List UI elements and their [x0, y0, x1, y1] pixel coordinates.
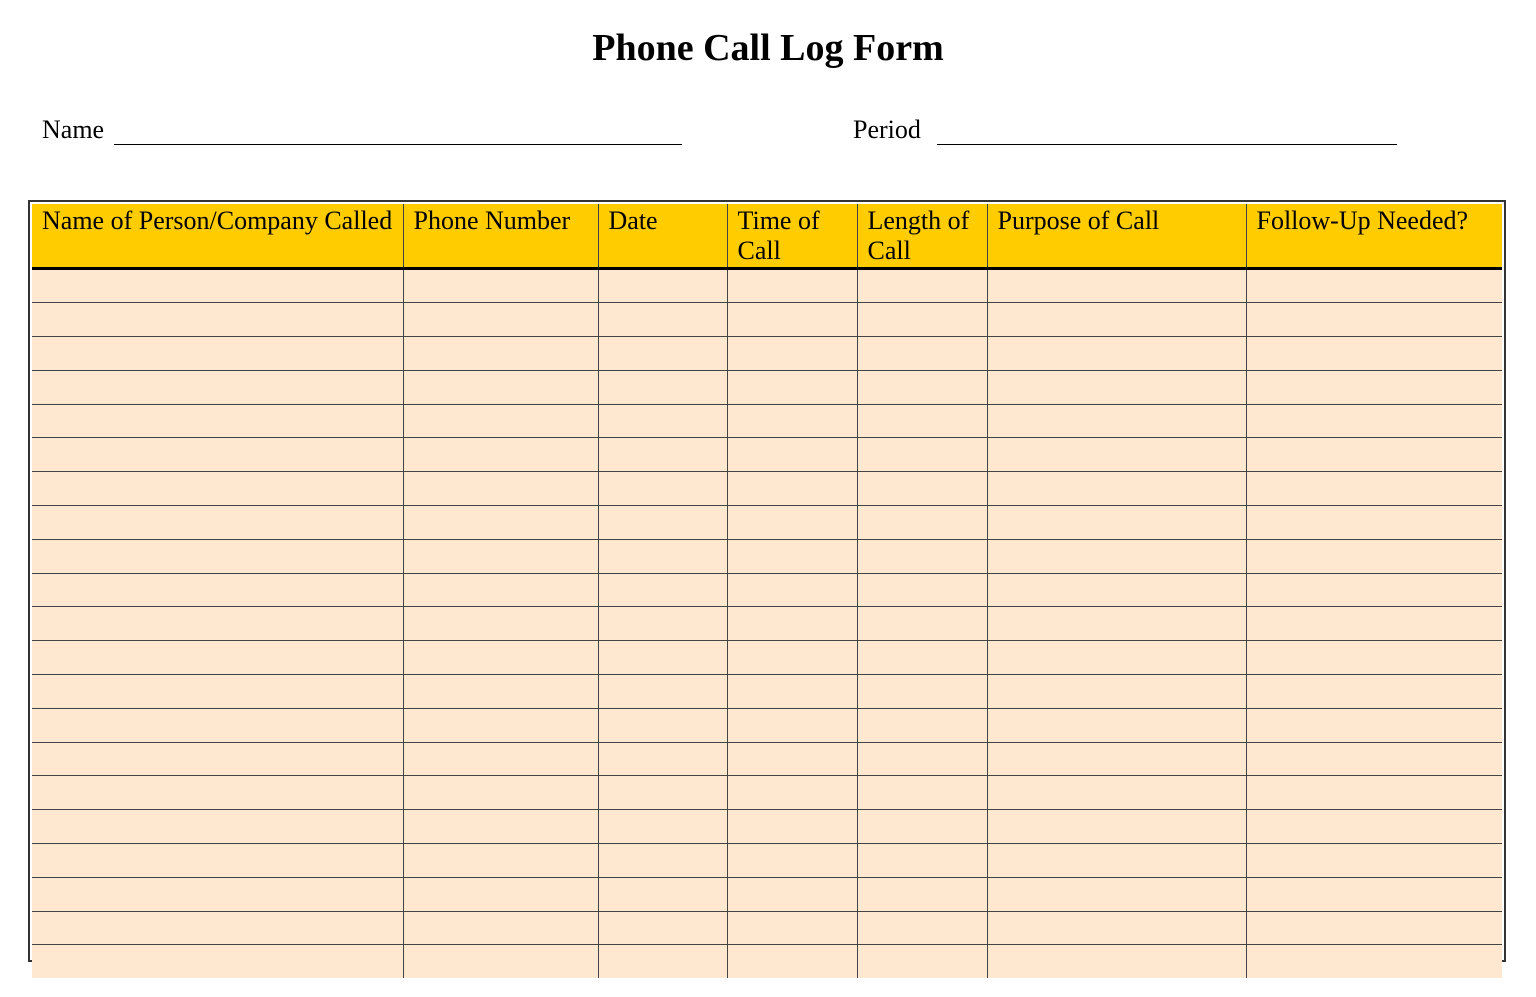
table-cell[interactable] — [727, 438, 857, 472]
table-cell[interactable] — [32, 742, 403, 776]
header-date: Date — [598, 204, 727, 268]
table-cell[interactable] — [1246, 742, 1502, 776]
table-cell[interactable] — [403, 506, 598, 540]
table-cell[interactable] — [857, 438, 987, 472]
table-cell[interactable] — [727, 844, 857, 878]
name-field-line[interactable] — [114, 144, 682, 145]
call-log-body — [32, 268, 1502, 978]
table-cell[interactable] — [727, 370, 857, 404]
table-cell[interactable] — [1246, 573, 1502, 607]
table-cell[interactable] — [727, 776, 857, 810]
table-row — [32, 438, 1502, 472]
table-row — [32, 675, 1502, 709]
table-cell[interactable] — [987, 337, 1246, 371]
table-cell[interactable] — [1246, 539, 1502, 573]
table-cell[interactable] — [857, 337, 987, 371]
table-cell[interactable] — [598, 877, 727, 911]
table-cell[interactable] — [727, 268, 857, 303]
table-row — [32, 607, 1502, 641]
table-row — [32, 844, 1502, 878]
header-time-of-call: Time of Call — [727, 204, 857, 268]
table-cell[interactable] — [727, 303, 857, 337]
table-row — [32, 742, 1502, 776]
table-cell[interactable] — [598, 844, 727, 878]
table-cell[interactable] — [32, 573, 403, 607]
table-cell[interactable] — [403, 675, 598, 709]
table-row — [32, 945, 1502, 978]
table-cell[interactable] — [403, 877, 598, 911]
table-cell[interactable] — [403, 370, 598, 404]
table-cell[interactable] — [727, 539, 857, 573]
table-cell[interactable] — [1246, 945, 1502, 978]
table-cell[interactable] — [857, 844, 987, 878]
table-cell[interactable] — [598, 337, 727, 371]
table-cell[interactable] — [987, 776, 1246, 810]
table-cell[interactable] — [1246, 404, 1502, 438]
table-cell[interactable] — [403, 641, 598, 675]
table-cell[interactable] — [403, 539, 598, 573]
table-cell[interactable] — [727, 607, 857, 641]
table-cell[interactable] — [1246, 370, 1502, 404]
table-cell[interactable] — [727, 404, 857, 438]
table-cell[interactable] — [857, 708, 987, 742]
table-cell[interactable] — [1246, 675, 1502, 709]
table-cell[interactable] — [857, 742, 987, 776]
table-cell[interactable] — [1246, 337, 1502, 371]
table-row — [32, 641, 1502, 675]
header-follow-up-needed: Follow-Up Needed? — [1246, 204, 1502, 268]
table-row — [32, 776, 1502, 810]
table-cell[interactable] — [598, 404, 727, 438]
table-cell[interactable] — [403, 911, 598, 945]
table-cell[interactable] — [32, 776, 403, 810]
header-row — [32, 204, 1502, 268]
table-cell[interactable] — [1246, 810, 1502, 844]
table-cell[interactable] — [987, 303, 1246, 337]
table-cell[interactable] — [987, 641, 1246, 675]
table-cell[interactable] — [987, 708, 1246, 742]
table-row — [32, 539, 1502, 573]
table-cell[interactable] — [987, 370, 1246, 404]
table-cell[interactable] — [857, 877, 987, 911]
table-cell[interactable] — [727, 708, 857, 742]
table-cell[interactable] — [32, 404, 403, 438]
table-cell[interactable] — [598, 742, 727, 776]
table-cell[interactable] — [403, 945, 598, 978]
table-cell[interactable] — [857, 945, 987, 978]
table-cell[interactable] — [403, 607, 598, 641]
table-cell[interactable] — [403, 810, 598, 844]
table-cell[interactable] — [598, 303, 727, 337]
table-row — [32, 573, 1502, 607]
table-cell[interactable] — [32, 708, 403, 742]
table-cell[interactable] — [987, 438, 1246, 472]
table-row — [32, 708, 1502, 742]
table-cell[interactable] — [987, 573, 1246, 607]
table-cell[interactable] — [598, 472, 727, 506]
header-phone-number: Phone Number — [403, 204, 598, 268]
table-cell[interactable] — [598, 776, 727, 810]
table-cell[interactable] — [727, 675, 857, 709]
header-length-of-call: Length of Call — [857, 204, 987, 268]
table-cell[interactable] — [598, 539, 727, 573]
table-cell[interactable] — [987, 675, 1246, 709]
table-cell[interactable] — [987, 404, 1246, 438]
table-cell[interactable] — [32, 370, 403, 404]
table-cell[interactable] — [32, 607, 403, 641]
table-cell[interactable] — [598, 945, 727, 978]
table-cell[interactable] — [1246, 472, 1502, 506]
table-cell[interactable] — [727, 337, 857, 371]
table-cell[interactable] — [403, 708, 598, 742]
table-row — [32, 506, 1502, 540]
table-cell[interactable] — [598, 438, 727, 472]
table-cell[interactable] — [598, 573, 727, 607]
call-log-table — [32, 204, 1502, 978]
table-cell[interactable] — [403, 404, 598, 438]
table-cell[interactable] — [598, 607, 727, 641]
table-cell[interactable] — [727, 506, 857, 540]
table-cell[interactable] — [403, 472, 598, 506]
table-row — [32, 370, 1502, 404]
table-cell[interactable] — [727, 573, 857, 607]
table-cell[interactable] — [1246, 708, 1502, 742]
table-cell[interactable] — [857, 810, 987, 844]
table-cell[interactable] — [403, 776, 598, 810]
table-cell[interactable] — [32, 472, 403, 506]
table-cell[interactable] — [32, 675, 403, 709]
table-cell[interactable] — [32, 641, 403, 675]
table-cell[interactable] — [857, 404, 987, 438]
table-cell[interactable] — [857, 911, 987, 945]
table-cell[interactable] — [727, 911, 857, 945]
table-cell[interactable] — [987, 539, 1246, 573]
table-cell[interactable] — [727, 742, 857, 776]
table-cell[interactable] — [987, 607, 1246, 641]
table-cell[interactable] — [32, 539, 403, 573]
table-cell[interactable] — [1246, 776, 1502, 810]
table-cell[interactable] — [403, 742, 598, 776]
table-cell[interactable] — [598, 810, 727, 844]
table-cell[interactable] — [403, 268, 598, 303]
table-cell[interactable] — [598, 675, 727, 709]
table-cell[interactable] — [598, 708, 727, 742]
table-cell[interactable] — [987, 742, 1246, 776]
call-log-table-frame — [28, 200, 1506, 962]
table-cell[interactable] — [727, 877, 857, 911]
table-cell[interactable] — [857, 641, 987, 675]
table-cell[interactable] — [1246, 607, 1502, 641]
table-cell[interactable] — [1246, 911, 1502, 945]
table-cell[interactable] — [1246, 438, 1502, 472]
table-cell[interactable] — [727, 641, 857, 675]
table-cell[interactable] — [727, 472, 857, 506]
table-cell[interactable] — [857, 573, 987, 607]
table-cell[interactable] — [403, 844, 598, 878]
header-person-company: Name of Person/Company Called — [32, 204, 403, 268]
table-cell[interactable] — [403, 337, 598, 371]
table-cell[interactable] — [598, 268, 727, 303]
table-cell[interactable] — [987, 472, 1246, 506]
table-row — [32, 404, 1502, 438]
table-cell[interactable] — [598, 370, 727, 404]
table-cell[interactable] — [1246, 268, 1502, 303]
table-cell[interactable] — [1246, 303, 1502, 337]
table-cell[interactable] — [598, 506, 727, 540]
table-cell[interactable] — [857, 370, 987, 404]
table-cell[interactable] — [987, 844, 1246, 878]
table-cell[interactable] — [32, 877, 403, 911]
table-cell[interactable] — [987, 810, 1246, 844]
table-row — [32, 337, 1502, 371]
table-cell[interactable] — [987, 506, 1246, 540]
table-cell[interactable] — [403, 438, 598, 472]
table-cell[interactable] — [857, 472, 987, 506]
table-cell[interactable] — [32, 438, 403, 472]
table-cell[interactable] — [987, 877, 1246, 911]
table-cell[interactable] — [1246, 641, 1502, 675]
table-cell[interactable] — [32, 945, 403, 978]
table-cell[interactable] — [32, 337, 403, 371]
table-cell[interactable] — [32, 506, 403, 540]
table-cell[interactable] — [857, 776, 987, 810]
table-cell[interactable] — [987, 911, 1246, 945]
table-cell[interactable] — [32, 844, 403, 878]
table-cell[interactable] — [857, 303, 987, 337]
table-cell[interactable] — [857, 539, 987, 573]
table-cell[interactable] — [857, 675, 987, 709]
table-row — [32, 911, 1502, 945]
table-cell[interactable] — [1246, 844, 1502, 878]
table-cell[interactable] — [32, 911, 403, 945]
period-label: Period — [853, 115, 921, 144]
table-cell[interactable] — [598, 641, 727, 675]
table-cell[interactable] — [32, 268, 403, 303]
period-field-line[interactable] — [937, 144, 1397, 145]
table-row — [32, 268, 1502, 303]
table-cell[interactable] — [987, 945, 1246, 978]
table-row — [32, 810, 1502, 844]
table-row — [32, 472, 1502, 506]
name-label: Name — [42, 115, 105, 144]
table-cell[interactable] — [987, 268, 1246, 303]
form-title: Phone Call Log Form — [592, 27, 944, 69]
header-purpose-of-call: Purpose of Call — [987, 204, 1246, 268]
table-cell[interactable] — [1246, 877, 1502, 911]
table-cell[interactable] — [598, 911, 727, 945]
table-cell[interactable] — [32, 303, 403, 337]
table-cell[interactable] — [857, 607, 987, 641]
table-cell[interactable] — [727, 945, 857, 978]
table-row — [32, 303, 1502, 337]
table-row — [32, 877, 1502, 911]
table-cell[interactable] — [32, 810, 403, 844]
table-cell[interactable] — [403, 573, 598, 607]
table-cell[interactable] — [1246, 506, 1502, 540]
table-cell[interactable] — [403, 303, 598, 337]
table-cell[interactable] — [727, 810, 857, 844]
table-cell[interactable] — [857, 506, 987, 540]
table-cell[interactable] — [857, 268, 987, 303]
